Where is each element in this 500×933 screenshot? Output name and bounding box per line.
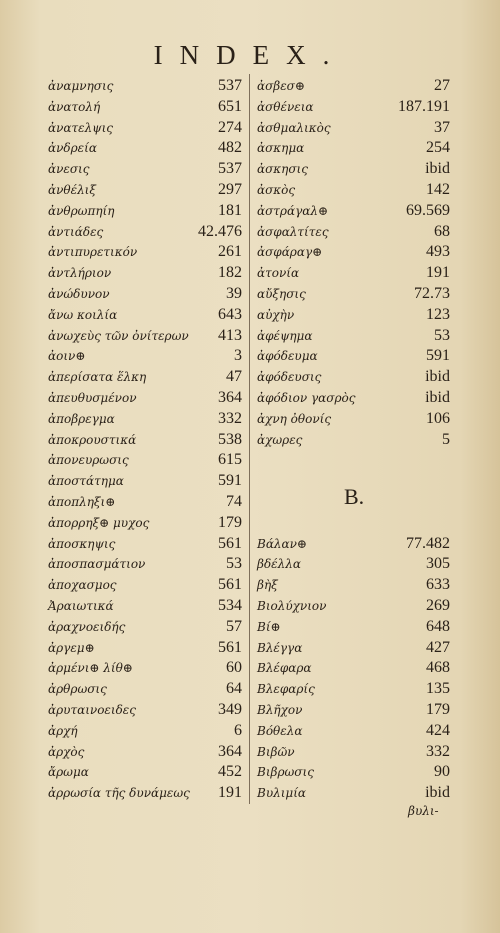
index-term: ἀρθρωσις [48,682,107,697]
index-term: ἀχωρες [257,432,303,447]
page-title: INDEX. [153,40,347,70]
index-term: Βλῆχον [257,703,303,717]
page-reference: 643 [218,305,242,323]
index-term: ἀντιπυρετικόν [48,245,138,260]
index-term: ἀρμένι⊕ λίθ⊕ [48,661,133,676]
page-reference: 77.482 [406,534,450,552]
index-term: ἀνώδυνον [48,287,110,301]
index-term: ἀρρωσία τῆς δυνάμεως [48,786,190,801]
index-entry [257,346,450,366]
page-reference: 179 [426,701,450,718]
page-reference: ibid [425,160,450,178]
index-term: Βιβῶν [257,744,295,759]
page-reference: 452 [218,763,242,781]
index-entry [257,721,450,741]
index-entry [257,679,450,699]
page-reference: 364 [218,389,242,406]
page-reference: 332 [218,409,242,427]
page-reference: 651 [218,97,242,115]
page-reference: 591 [426,347,450,365]
index-term: βδέλλα [257,557,301,572]
page-reference: 27 [434,77,450,94]
index-entry [48,367,242,387]
index-entry [48,742,242,762]
index-entry [257,284,450,304]
index-term: ἀχνη ὀθονίς [257,411,332,426]
index-term: ἀσφάραγ⊕ [257,245,323,260]
page-reference: 274 [218,118,242,136]
page-reference: 187.191 [398,97,450,115]
page-reference: 561 [218,576,242,594]
page-reference: 6 [234,721,242,739]
index-term: ἀφόδευσις [257,370,322,385]
index-term: ἀνατολή [48,99,101,114]
index-term: ἀστράγαλ⊕ [257,203,329,218]
section-letter-b: B. [344,484,365,509]
index-entry [48,159,242,179]
page-reference: 135 [426,680,450,698]
index-term: ἀποχασμος [48,578,117,593]
index-entry [48,430,242,450]
page-reference: 561 [218,638,242,656]
index-entry [257,409,450,429]
index-entry [257,617,450,637]
index-entry [48,450,242,470]
index-term: ἄρωμα [48,765,89,780]
index-term: ἀσκὸς [257,183,296,197]
index-term: ἀσθμαλικὸς [257,120,331,135]
page-reference: 269 [426,597,450,614]
page-reference: 413 [218,326,242,344]
page-reference: 106 [426,409,450,427]
index-term: ἀφόδιον γασρὸς [257,391,356,405]
index-term: ἀπονευρωσις [48,453,129,468]
index-term: Βί⊕ [257,619,281,634]
page-reference: 561 [218,534,242,552]
page-reference: 37 [434,118,450,136]
index-term: ἀρχὸς [48,744,85,759]
index-entry [48,97,242,117]
index-entry [48,471,242,491]
index-entry [257,575,450,595]
index-term: ἀποστάτημα [48,474,124,489]
index-term: ἀνεσις [48,162,90,177]
index-term: ἀσκησις [257,162,308,177]
index-entry [48,263,242,283]
index-entry [257,430,450,450]
index-entry [48,326,242,346]
page-reference: 5 [442,430,450,448]
index-entry [48,201,242,221]
index-term: Βλέφαρα [257,661,312,676]
page-reference: 142 [426,181,450,198]
index-term: ἀρυταινοειδες [48,703,136,717]
index-term: Ἀραιωτικά [48,599,114,613]
index-entry [48,180,242,200]
page-reference: 179 [218,513,242,531]
index-term: ἀσθένεια [257,99,314,114]
index-entry [257,138,450,158]
page-reference: 72.73 [414,285,450,302]
index-entry [48,242,242,262]
index-entry [257,201,450,221]
index-entry [48,388,242,408]
index-term: ἀπευθυσμένον [48,391,137,405]
index-entry [257,762,450,782]
page-reference: 90 [434,763,450,781]
index-term: ἀνδρεία [48,141,97,156]
index-term: ἀρχή [48,723,78,738]
index-term: ἀπερίσατα ἕλκη [48,370,147,385]
index-term: ἀνθρωπηίη [48,203,115,218]
page-reference: 261 [218,243,242,261]
page-reference: 305 [426,555,450,573]
index-term: ἀραχνοειδής [48,619,126,634]
index-term: βὴξ [257,578,278,593]
index-term: ἀποσπασμάτιον [48,557,146,572]
page-reference: 538 [218,430,242,448]
index-entry [48,575,242,595]
index-entry [257,222,450,242]
index-entry [48,513,242,533]
index-entry [257,534,450,554]
index-term: ἀποσκηψις [48,536,116,551]
index-term: ἀποπληξι⊕ [48,495,116,509]
index-entry [48,284,242,304]
page-reference: 591 [218,472,242,490]
index-entry [48,658,242,678]
index-entry [257,388,450,408]
index-term: ἀοιν⊕ [48,349,86,364]
page-reference: 60 [226,659,242,677]
page-reference: 349 [218,701,242,718]
index-entry [48,783,242,803]
index-term: Βιβρωσις [257,765,314,780]
page-reference: 69.569 [406,201,450,219]
index-term: ἀπορρηξ⊕ μυχος [48,515,150,530]
index-entry [48,305,242,325]
index-entry [257,305,450,325]
index-entry [48,617,242,637]
index-term: ἀφόδευμα [257,349,318,364]
column-divider [249,74,250,804]
index-term: Βόθελα [257,723,303,738]
index-entry [257,658,450,678]
page-reference: 648 [426,617,450,635]
index-entry [48,638,242,658]
index-entry [257,326,450,346]
page-reference: 68 [434,222,450,240]
index-entry [257,118,450,138]
page-reference: 123 [426,305,450,323]
page-reference: 633 [426,576,450,594]
index-entry [48,700,242,720]
page-reference: 53 [434,326,450,344]
page-reference: 493 [426,243,450,261]
index-entry [48,346,242,366]
page-reference: 332 [426,742,450,760]
index-term: Βάλαν⊕ [257,536,307,551]
index-entry [48,554,242,574]
index-entry [257,783,450,803]
page-reference: ibid [425,368,450,386]
index-entry [48,596,242,616]
index-term: Βλεφαρίς [257,682,315,697]
index-term: ἀτονία [257,266,300,281]
index-entry [257,700,450,720]
index-term: ἀνατελψις [48,120,114,135]
index-term: ἀφέψημα [257,328,313,343]
index-entry [48,138,242,158]
index-entry [257,263,450,283]
index-entry [48,492,242,512]
index-term: ἀντλήριον [48,266,112,281]
index-entry [48,679,242,699]
index-entry [257,159,450,179]
index-term: ἀσβεσ⊕ [257,79,305,93]
index-entry [257,180,450,200]
index-term: ἀνωχεὺς τῶν ὀνίτερων [48,328,189,343]
index-term: ἀσκημα [257,141,305,156]
index-entry [257,638,450,658]
index-term: ἄνω κοιλία [48,307,118,322]
index-entry [48,76,242,96]
index-term: ἀναμνησις [48,79,114,93]
page-reference: 427 [426,638,450,656]
index-term: Βιολύχνιον [257,599,327,613]
page-reference: 364 [218,742,242,760]
index-entry [257,367,450,387]
page-reference: 191 [218,784,242,802]
page-reference: 3 [234,347,242,365]
index-term: αὐχὴν [257,307,295,322]
index-term: αὔξησις [257,287,306,301]
page-reference: ibid [425,784,450,802]
page-reference: 182 [218,264,242,282]
page-reference: 39 [226,285,242,302]
page-reference: 537 [218,160,242,178]
page-reference: 297 [218,181,242,198]
page-reference: 191 [426,264,450,282]
index-entry [48,118,242,138]
page-reference: 482 [218,139,242,157]
index-entry [48,409,242,429]
page-reference: 181 [218,201,242,219]
index-term: ἀποβρεγμα [48,411,115,426]
index-entry [257,596,450,616]
index-term: ἀργεμ⊕ [48,640,95,655]
index-entry [257,242,450,262]
page-reference: 424 [426,721,450,739]
index-entry [48,721,242,741]
index-entry [48,762,242,782]
page-reference: 74 [226,493,242,510]
catchword: βυλι- [408,804,439,818]
index-entry [48,222,242,242]
index-entry [257,742,450,762]
page-reference: 468 [426,659,450,677]
page-reference: 53 [226,555,242,573]
page-reference: 47 [226,368,242,386]
index-term: Βλέγγα [257,640,303,655]
page-reference: 42.476 [198,222,242,240]
page-reference: 537 [218,77,242,94]
index-entry [257,554,450,574]
page-reference: 57 [226,617,242,635]
page-reference: 64 [226,680,242,698]
page-reference: 615 [218,451,242,469]
page-reference: 534 [218,597,242,614]
page-reference: 254 [426,139,450,157]
index-term: ἀσφαλτίτες [257,224,329,239]
index-term: ἀντιάδες [48,224,104,239]
page-reference: ibid [425,389,450,406]
index-entry [257,76,450,96]
index-entry [48,534,242,554]
index-term: ἀνθέλιξ [48,183,96,197]
index-term: Βυλιμία [257,786,307,801]
index-term: ἀποκρουστικά [48,432,137,447]
index-entry [257,97,450,117]
